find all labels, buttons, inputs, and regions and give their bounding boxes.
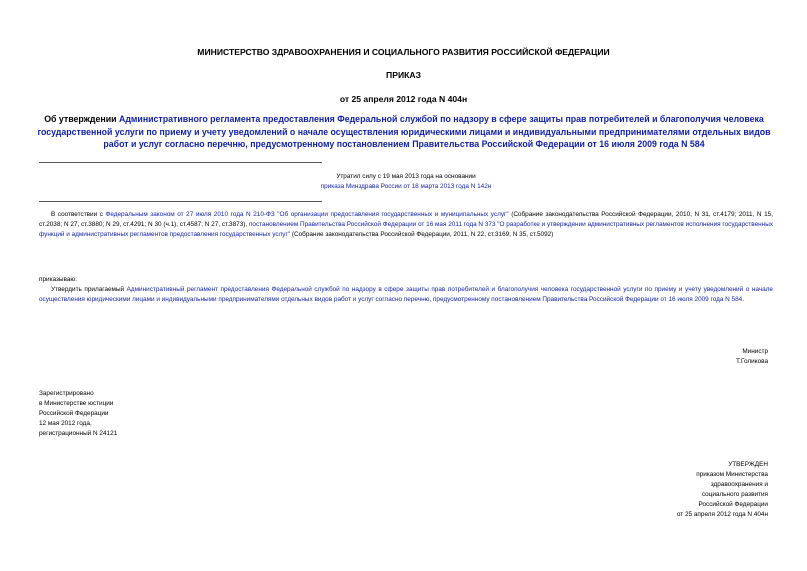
approved-line: приказом Министерства <box>696 470 768 478</box>
approved-line: от 25 апреля 2012 года N 404н <box>676 510 768 518</box>
federal-law-link[interactable]: Федеральным законом от 27 июля 2010 года N 210-ФЗ "Об организации предоставления государственных и муниципальных услуг" <box>105 211 509 218</box>
registration-line: регистрационный N 24121 <box>39 429 118 437</box>
approved-line: Российской Федерации <box>698 500 768 508</box>
signature-name: Т.Голикова <box>735 357 768 365</box>
order-paragraph <box>39 285 773 305</box>
registration-line: Зарегистрировано <box>39 390 94 397</box>
preamble-paragraph <box>39 210 773 240</box>
status-block <box>39 172 773 192</box>
doc-type: ПРИКАЗ <box>386 70 421 80</box>
preamble-text-3: (Собрание законодательства Российской Федерации, 2011, N 22, ст.3169; N 35, ст.5092) <box>290 230 554 238</box>
status-text: Утратил силу с 19 мая 2013 года на основании <box>336 173 476 180</box>
regulation-link[interactable]: Административный регламент предоставления Федеральной службой по надзору в сфере защиты прав потребителей и благополучия человека государственной услуги по приему и учету уведомлений о начале осуществления юридическими лицами и индивидуальными предпринимателями отдельных видов работ и услуг согласно перечню, предусмотренному постановлением Правительства Российской Федерации от 16 июля 2009 года N 584 <box>39 286 773 303</box>
preamble-text-1: В соответствии с <box>51 211 106 218</box>
document-title <box>28 113 780 151</box>
registration-line: 12 мая 2012 года, <box>39 419 92 427</box>
divider-top <box>39 162 322 163</box>
government-resolution-link[interactable]: постановлением Правительства Российской Федерации от 16 мая 2011 года N 373 "О разработке и утверждении административных регламентов исполнения государственных функций и административных регламентов предоставления государственных услуг" <box>39 220 773 238</box>
registration-line: в Министерстве юстиции <box>39 399 114 407</box>
status-repeal-link[interactable]: приказа Минздрава России от 18 марта 2013 года N 142н <box>320 182 492 190</box>
registration-block <box>39 389 239 439</box>
approved-block <box>548 460 768 519</box>
approved-line: социального развития <box>701 490 768 498</box>
registration-line: Российской Федерации <box>39 409 109 417</box>
signature-position: Министр <box>742 348 768 355</box>
approved-line: УТВЕРЖДЕН <box>728 461 768 468</box>
divider-bottom <box>39 201 322 202</box>
approved-line: здравоохранения и <box>710 480 768 488</box>
signature-block <box>568 347 768 367</box>
order-word: приказываю: <box>39 276 77 283</box>
order-text-2: . <box>742 295 745 303</box>
title-prefix: Об утверждении <box>44 114 119 124</box>
title-regulation-link[interactable]: Административного регламента предоставления Федеральной службой по надзору в сфере защиты прав потребителей и благополучия человека государственной услуги по приему и учету уведомлений о начале осуществления юридическими лицами и индивидуальными предпринимателями отдельных видов работ и услуг согласно перечню, предусмотренному постановлением Правительства Российской Федерации от 16 июля 2009 года N 584 <box>37 114 771 149</box>
ministry-title: МИНИСТЕРСТВО ЗДРАВООХРАНЕНИЯ И СОЦИАЛЬНОГО РАЗВИТИЯ РОССИЙСКОЙ ФЕДЕРАЦИИ <box>197 47 610 57</box>
preamble-text-2: (Собрание законодательства Российской Федерации, 2010, N 31, ст.4179; 2011, N 15, ст.2038; N 27, ст.3880; N 29, ст.4291; N 30 (ч.1), ст.4587; N 27, ст.3873), <box>39 211 773 228</box>
doc-date-number: от 25 апреля 2012 года N 404н <box>339 94 468 104</box>
order-text-1: Утвердить прилагаемый <box>51 286 127 293</box>
